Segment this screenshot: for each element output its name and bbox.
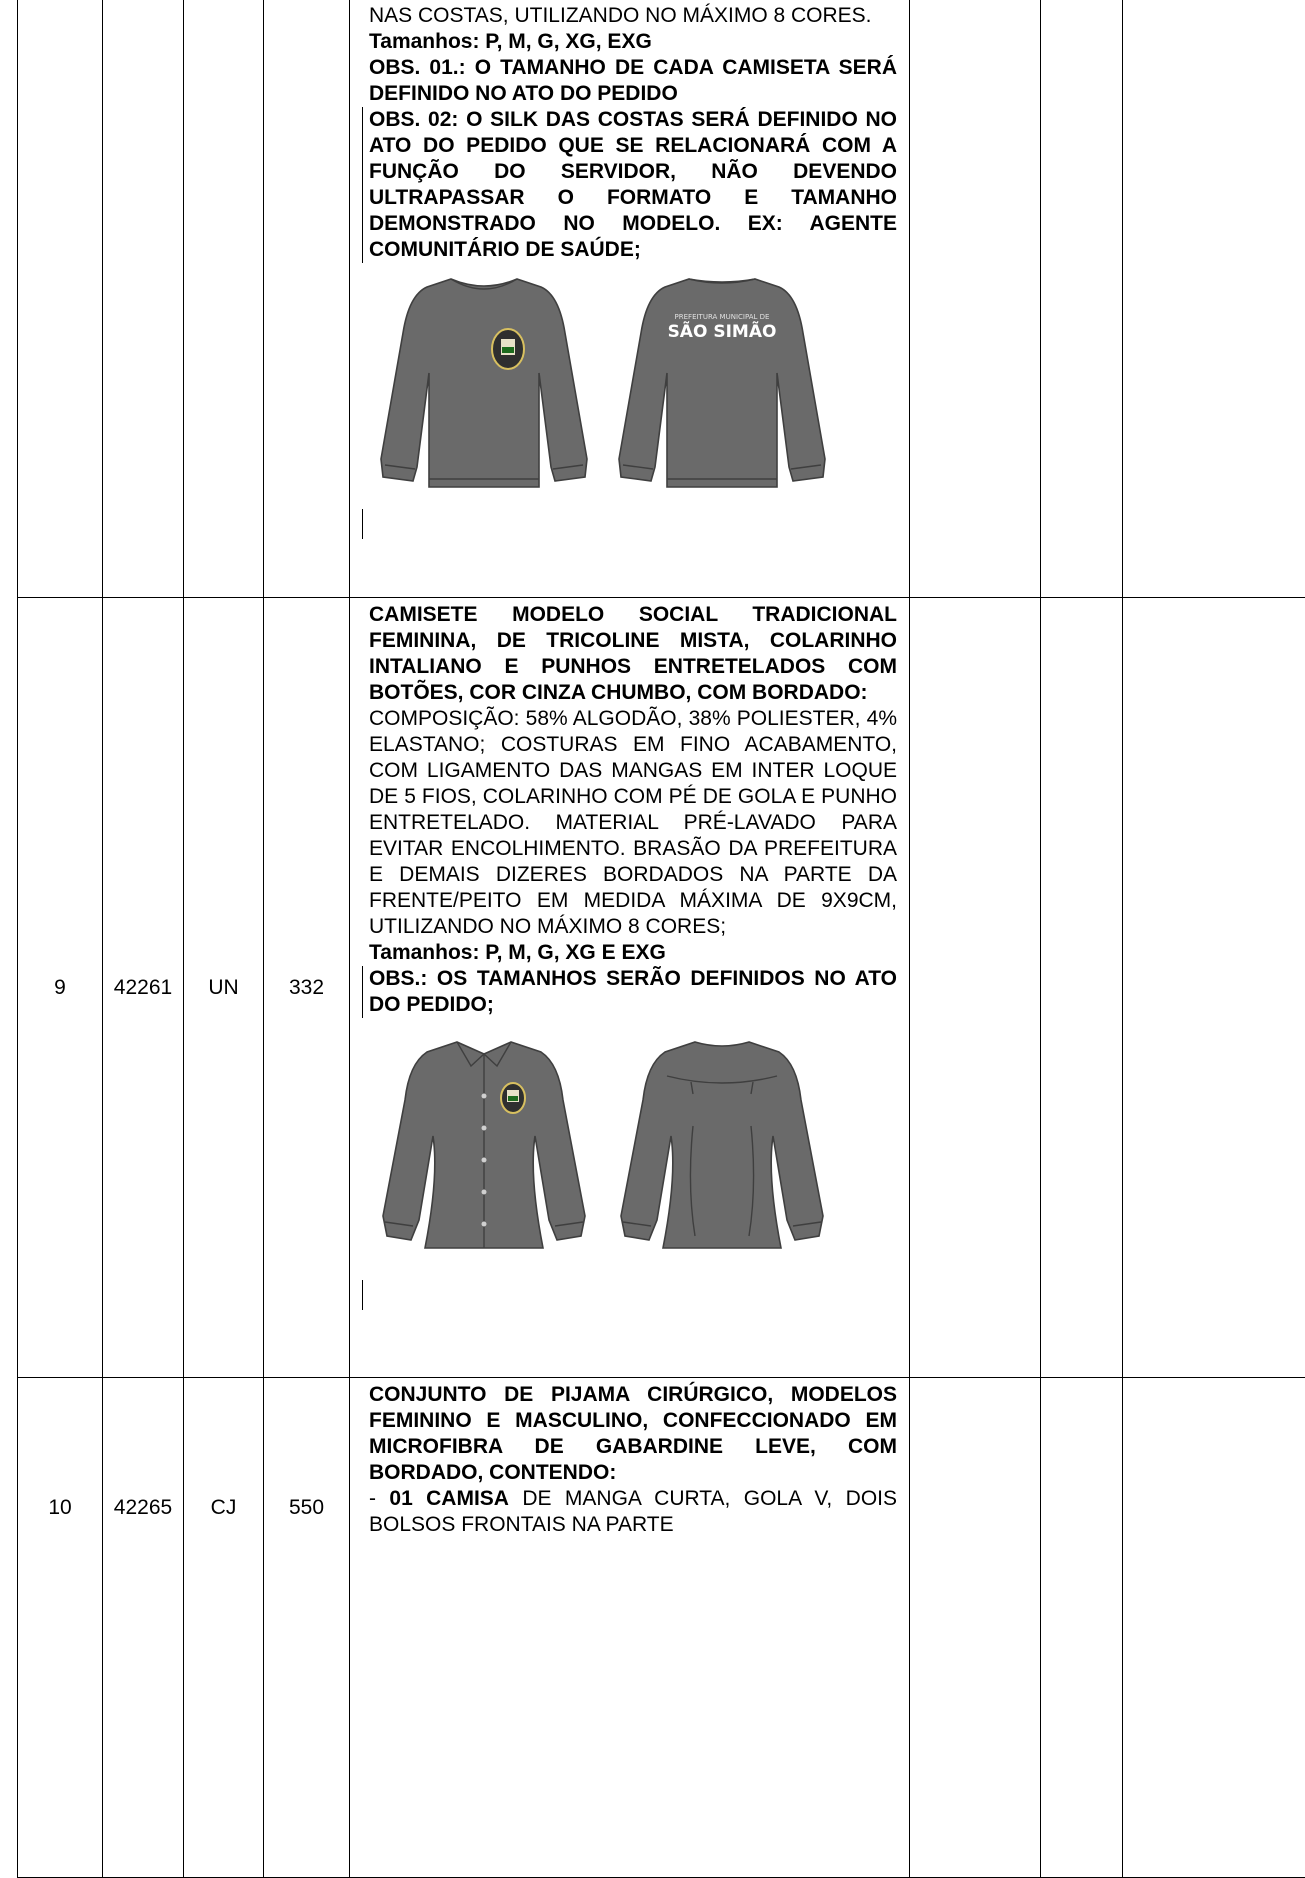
item-body: COMPOSIÇÃO: 58% ALGODÃO, 38% POLIESTER, 4% ELASTANO; COSTURAS EM FINO ACABAMENTO, COM LIGAMENTO DAS MANGAS EM INTER LOQUE DE 5 FIOS, COLARINHO COM PÉ DE GOLA E PUNHO ENTRETELADO. MATERIAL PRÉ-LAVADO PARA EVITAR ENCOLHIMENTO. BRASÃO DA PREFEITURA E DEMAIS DIZERES BORDADOS NA PARTE DA FRENTE/PEITO EM MEDIDA MÁXIMA DE 9X9CM, UTILIZANDO NO MÁXIMO 8 CORES; xyxy=(369,706,897,940)
items-table xyxy=(17,0,1305,1878)
empty-cell xyxy=(1123,0,1305,598)
item-cell xyxy=(18,0,103,598)
cursor-mark xyxy=(362,509,897,539)
sizes-line: Tamanhos: P, M, G, XG, EXG xyxy=(369,29,897,55)
back-print-small: PREFEITURA MUNICIPAL DE xyxy=(675,313,770,321)
table-row xyxy=(18,1378,1305,1878)
womens-shirt-back-icon xyxy=(611,1036,833,1258)
empty-cell xyxy=(910,1378,1041,1878)
item-title: CAMISETE MODELO SOCIAL TRADICIONAL FEMININA, DE TRICOLINE MISTA, COLARINHO INTALIANO E PUNHOS ENTRETELADOS COM BOTÕES, COR CINZA CHUMBO, COM BORDADO: xyxy=(369,602,897,706)
description-cell xyxy=(350,1378,910,1878)
empty-cell xyxy=(1123,1378,1305,1878)
empty-cell xyxy=(1041,1378,1123,1878)
item-title: CONJUNTO DE PIJAMA CIRÚRGICO, MODELOS FEMININO E MASCULINO, CONFECCIONADO EM MICROFIBRA DE GABARDINE LEVE, COM BORDADO, CONTENDO: xyxy=(369,1382,897,1486)
cursor-mark xyxy=(362,1280,897,1310)
description-cell xyxy=(350,598,910,1378)
qty-cell: 332 xyxy=(264,598,350,1378)
qty-cell xyxy=(264,1378,350,1878)
empty-cell xyxy=(1041,598,1123,1378)
obs-01: OBS. 01.: O TAMANHO DE CADA CAMISETA SERÁ DEFINIDO NO ATO DO PEDIDO xyxy=(369,55,897,107)
description-text xyxy=(362,3,897,263)
item-qty: 550 xyxy=(289,1496,324,1519)
empty-cell xyxy=(1123,598,1305,1378)
empty-cell xyxy=(910,598,1041,1378)
item-code: 42265 xyxy=(114,1496,172,1519)
table-row xyxy=(18,0,1305,598)
table-row xyxy=(18,598,1305,1378)
item-line-bold: 01 CAMISA xyxy=(389,1487,509,1510)
desc-intro: NAS COSTAS, UTILIZANDO NO MÁXIMO 8 CORES. xyxy=(369,3,897,29)
long-sleeve-tshirt-front-icon xyxy=(373,273,595,495)
item-cell: 9 xyxy=(18,598,103,1378)
code-cell xyxy=(103,1378,184,1878)
item-line-prefix: - xyxy=(369,1487,389,1510)
unit-cell xyxy=(184,1378,264,1878)
shirt-images xyxy=(369,273,843,495)
obs-02: OBS. 02: O SILK DAS COSTAS SERÁ DEFINIDO NO ATO DO PEDIDO QUE SE RELACIONARÁ COM A FUNÇÃO DO SERVIDOR, NÃO DEVENDO ULTRAPASSAR O FORMATO E TAMANHO DEMONSTRADO NO MODELO. EX: AGENTE COMUNITÁRIO DE SAÚDE; xyxy=(362,107,897,263)
qty-cell xyxy=(264,0,350,598)
empty-cell xyxy=(910,0,1041,598)
item-line-rest: DE MANGA CURTA, GOLA V, DOIS BOLSOS FRONTAIS NA PARTE xyxy=(369,1487,897,1536)
item-number: 10 xyxy=(48,1496,71,1519)
back-print-big: SÃO SIMÃO xyxy=(668,319,777,342)
code-cell: 42261 xyxy=(103,598,184,1378)
description-text xyxy=(369,1382,897,1538)
shirt-images xyxy=(369,1036,843,1258)
description-text xyxy=(369,602,897,1018)
long-sleeve-tshirt-back-icon xyxy=(611,273,833,495)
item-unit: CJ xyxy=(211,1496,237,1519)
item-cell xyxy=(18,1378,103,1878)
sizes-line: Tamanhos: P, M, G, XG E EXG xyxy=(369,940,897,966)
obs-line: OBS.: OS TAMANHOS SERÃO DEFINIDOS NO ATO DO PEDIDO; xyxy=(362,966,897,1018)
empty-cell xyxy=(1041,0,1123,598)
item-line xyxy=(369,1486,897,1538)
code-cell xyxy=(103,0,184,598)
description-cell xyxy=(350,0,910,598)
unit-cell: UN xyxy=(184,598,264,1378)
womens-shirt-front-icon xyxy=(373,1036,595,1258)
unit-cell xyxy=(184,0,264,598)
